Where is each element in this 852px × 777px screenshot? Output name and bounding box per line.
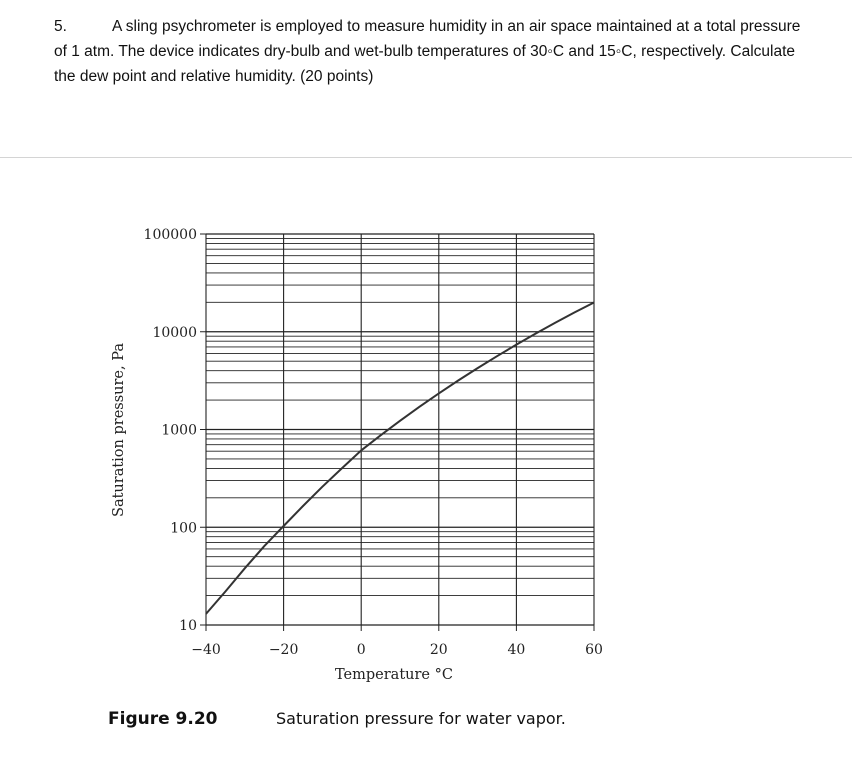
x-tick-label: 60 xyxy=(585,642,603,658)
chart-series xyxy=(206,303,594,614)
x-tick-label: −40 xyxy=(191,642,221,658)
question-text: A sling psychrometer is employed to measure humidity in an air space maintained at a total pressure of 1 atm. The device indicates dry-bulb and wet-bulb temperatures of 30◦C and 15◦C, respectively. Calculate the dew point and relative humidity. (20 points) xyxy=(54,18,801,85)
question-number: 5. xyxy=(54,18,67,35)
x-axis-title: Temperature °C xyxy=(335,667,453,683)
x-tick-label: 20 xyxy=(429,642,448,658)
saturation-pressure-curve xyxy=(206,303,594,614)
figure-label: Figure 9.20 xyxy=(108,709,218,729)
y-tick-label: 100 xyxy=(170,520,197,537)
chart-axes xyxy=(144,227,603,658)
y-axis-title: Saturation pressure, Pa xyxy=(111,343,127,517)
chart-grid xyxy=(206,234,594,625)
y-tick-label: 10 xyxy=(179,618,197,634)
chart-labels xyxy=(111,343,453,683)
figure-caption: Saturation pressure for water vapor. xyxy=(276,709,566,728)
x-tick-label: 40 xyxy=(507,642,526,658)
y-tick-label: 1000 xyxy=(161,422,197,439)
y-tick-label: 10000 xyxy=(152,324,197,341)
y-tick-label: 100000 xyxy=(143,227,197,243)
x-tick-label: 0 xyxy=(356,642,366,658)
x-tick-label: −20 xyxy=(268,642,299,658)
